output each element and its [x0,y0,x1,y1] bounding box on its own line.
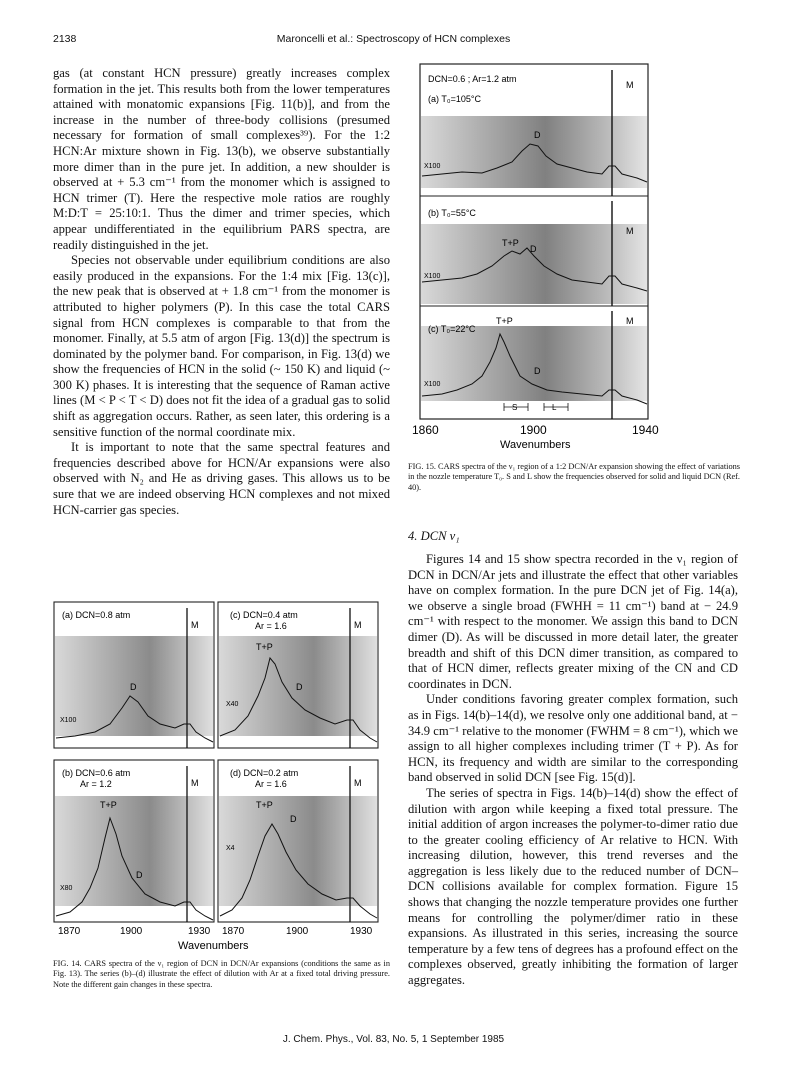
journal-footer: J. Chem. Phys., Vol. 83, No. 5, 1 September 1985 [282,1034,505,1045]
fig14-panel-c-label: (c) DCN=0.4 atm [230,610,298,620]
dimer-label: D [136,870,143,880]
x-tick-label: 1860 [412,423,439,437]
gain-label: X100 [60,717,77,724]
x-axis-label: Wavenumbers [500,439,571,451]
running-title: Maroncelli et al.: Spectroscopy of HCN complexes [276,33,511,45]
figure-15-caption: FIG. 15. CARS spectra of the ν₁ region of a 1:2 DCN/Ar expansion showing the effect of variations in the nozzle temperature T₀. S and L show the frequencies observed for solid and liquid DCN (Ref. 40). [408,462,740,492]
paragraph: gas (at constant HCN pressure) greatly increases complex formation in the jet. This results both from the lower temperatures attained with monatomic expansions [Fig. 11(b)], and from the increase in the number of three-body collisions (presumed necessary for formation of small complexes³⁹). For the 1:2 HCN:Ar mixture shown in Fig. 13(b), we observe substantially more dimer than in the pure jet. In addition, a new shoulder is observed at + 5.3 cm⁻¹ from the monomer which is assigned to HCN trimer (T). Here the respective mole ratios are roughly M:D:T = 25:10:1. Thus the dimer and trimer species, which appear undifferentiated in the equilibrium PARS spectra, are readily distinguished in the jet. [53,66,390,252]
paragraph: It is important to note that the same spectral features and frequencies described above for HCN/Ar expansions were also observed with N₂ and He as driving gases. This allows us to be sure that we are indeed observing HCN complexes and not mixed HCN-carrier gas species. [53,440,390,517]
x-tick-label: 1930 [350,926,373,937]
paragraph: Species not observable under equilibrium conditions are also easily produced in the expansions. For the 1:4 mix [Fig. 13(c)], the new peak that is observed at + 1.8 cm⁻¹ from the monomer is attributed to higher polymers (P). In this case the total CARS signal from HCN complexes is comparable to that from the monomer. Finally, at 5.5 atm of argon [Fig. 13(d)] the spectrum is dominated by the polymer band. For comparison, in Fig. 13(d) we show the frequencies of HCN in the solid (~ 150 K) and liquid (~ 300 K) phases. It is interesting that the sequence of Raman active lines (M < P < T < D) does not fit the idea of a gradual gas to solid shift as aggregation occurs. Rather, as seen later, this ordering is a sensitive function of the normal coordinate mix. [53,253,390,439]
right-column-text [408,552,738,989]
figure-14-caption: FIG. 14. CARS spectra of the ν₁ region of DCN in DCN/Ar expansions (conditions the same as in Fig. 13). The series (b)–(d) illustrate the effect of dilution with Ar at a fixed total driving pressure. Note the different gain changes in these spectra. [53,959,390,989]
solid-marker: S [512,403,518,412]
trimer-polymer-label: T+P [100,800,117,810]
trimer-polymer-label: T+P [496,316,513,326]
dimer-label: D [296,682,303,692]
dimer-label: D [130,682,137,692]
trimer-polymer-label: T+P [502,238,519,248]
page-number: 2138 [53,33,77,45]
monomer-label: M [354,778,362,788]
dimer-label: D [534,366,541,376]
dimer-label: D [534,130,541,140]
gain-label: X100 [424,273,441,280]
left-column-text [53,66,390,518]
fig14-panel-b-label: (b) DCN=0.6 atm [62,768,131,778]
liquid-marker: L [552,403,557,412]
fig15-panel-a-label: (a) T₀=105°C [428,94,481,104]
paragraph: The series of spectra in Figs. 14(b)–14(d) show the effect of dilution with argon while keeping a fixed total pressure. The initial addition of argon increases the polymer-to-dimer ratio due to the greater cooling efficiency of Ar relative to HCN. With increasing dilution, however, this trend reverses and the aggregation is less likely due to the reduced number of DCN–DCN collisions available for complex formation. Figure 15 shows that changing the nozzle temperature provides one further means for controlling the polymer/dimer ratio in these expansions. As illustrated in this series, increasing the source temperature by a few tens of degrees has a profound effect on the complexes observed, greatly inhibiting the formation of larger aggregates. [408,785,738,988]
monomer-label: M [354,620,362,630]
dimer-label: D [530,244,537,254]
gain-label: X4 [226,845,235,852]
gain-label: X100 [424,163,441,170]
fig14-panel-c-ar: Ar = 1.6 [255,621,287,631]
monomer-label: M [191,620,199,630]
paragraph: Under conditions favoring greater complex formation, such as in Figs. 14(b)–14(d), we resolve only one additional band, at − 34.9 cm⁻¹ relative to the monomer (FWHM = 8 cm⁻¹), which we assign to all higher complexes including trimer (T + P). As for HCN, its frequency and width are similar to the corresponding band observed in solid DCN [see Fig. 15(d)]. [408,692,738,785]
monomer-label: M [626,80,634,90]
x-axis-label: Wavenumbers [178,940,249,952]
section-heading: 4. DCN ν₁ [408,529,460,543]
x-tick-label: 1870 [58,926,81,937]
monomer-label: M [626,316,634,326]
trimer-polymer-label: T+P [256,800,273,810]
monomer-label: M [191,778,199,788]
x-tick-label: 1930 [188,926,211,937]
x-tick-label: 1940 [632,423,659,437]
dimer-label: D [290,814,297,824]
fig14-panel-b-ar: Ar = 1.2 [80,779,112,789]
figure-15 [412,56,662,452]
fig14-panel-d-label: (d) DCN=0.2 atm [230,768,299,778]
fig15-header-label: DCN=0.6 ; Ar=1.2 atm [428,74,517,84]
fig15-panel-b-label: (b) T₀=55°C [428,208,476,218]
fig14-panel-d-ar: Ar = 1.6 [255,779,287,789]
fig15-panel-c-label: (c) T₀=22°C [428,324,476,334]
x-tick-label: 1900 [286,926,309,937]
gain-label: X80 [60,885,73,892]
trimer-polymer-label: T+P [256,642,273,652]
x-tick-label: 1900 [120,926,143,937]
x-tick-label: 1870 [222,926,245,937]
paragraph: Figures 14 and 15 show spectra recorded in the ν₁ region of DCN in DCN/Ar jets and illustrate the effect that other variables have on complex formation. In the pure DCN jet of Fig. 14(a), we observe a single broad (FWHH = 11 cm⁻¹) band at − 24.9 cm⁻¹ with respect to the monomer. We assign this band to DCN dimer (D). As will be discussed in more detail later, the greater breadth and shift of this DCN dimer transition, as compared to that of HCN dimer, reflects greater mixing of the CN and CD coordinates in DCN. [408,552,738,691]
monomer-label: M [626,226,634,236]
gain-label: X40 [226,701,239,708]
fig14-panel-a-label: (a) DCN=0.8 atm [62,610,131,620]
gain-label: X100 [424,381,441,388]
x-tick-label: 1900 [520,423,547,437]
figure-14 [50,598,384,953]
